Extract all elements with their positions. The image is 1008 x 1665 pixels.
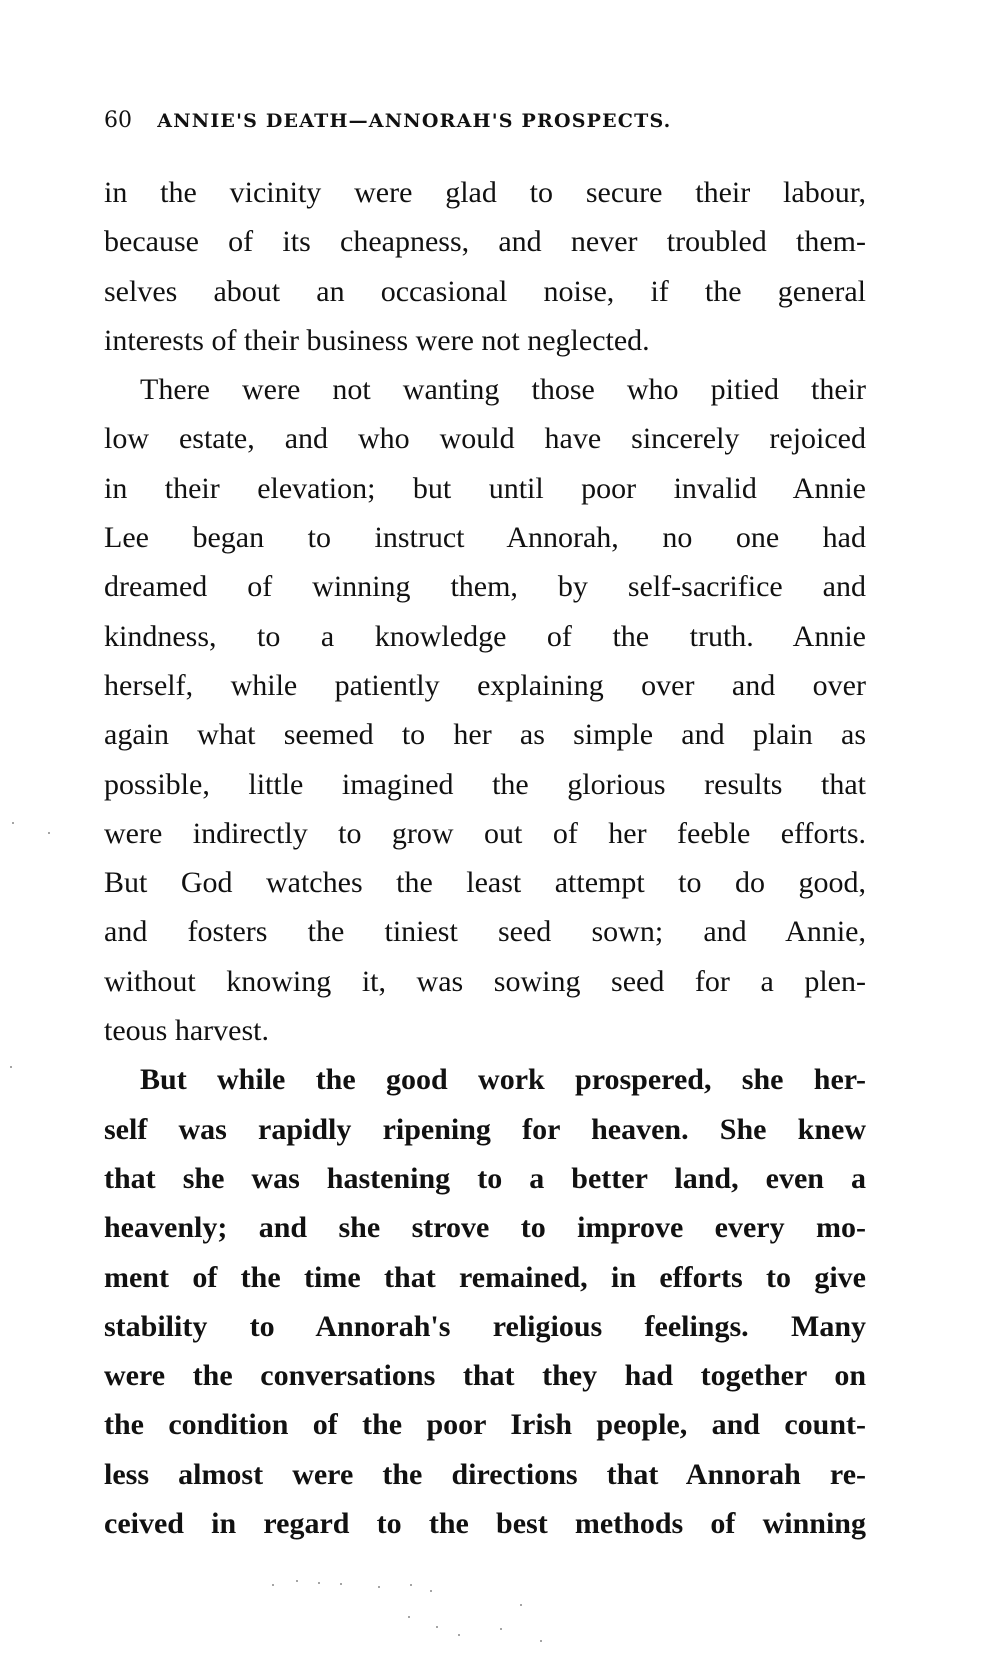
text-line: teous harvest. xyxy=(104,1014,269,1048)
running-head xyxy=(104,108,884,133)
scan-speck xyxy=(520,1604,522,1606)
scan-speck xyxy=(12,822,14,824)
scan-speck xyxy=(318,1582,320,1584)
text-line: selves about an occasional noise, if the general xyxy=(104,274,866,308)
text-line: were indirectly to grow out of her feeble efforts. xyxy=(104,816,866,850)
text-line: were the conversations that they had together on xyxy=(104,1359,866,1393)
scan-speck xyxy=(378,1586,380,1588)
scan-speck xyxy=(458,1634,460,1636)
text-line: stability to Annorah's religious feelings. Many xyxy=(104,1309,866,1343)
text-line: that she was hastening to a better land, even a xyxy=(104,1161,866,1195)
scan-speck xyxy=(410,1584,412,1586)
text-line: But while the good work prospered, she her- xyxy=(140,1063,866,1097)
text-line: in their elevation; but until poor invalid Annie xyxy=(104,471,866,505)
scan-speck xyxy=(340,1583,342,1585)
scan-speck xyxy=(540,1640,542,1642)
text-line: herself, while patiently explaining over and over xyxy=(104,668,866,702)
text-line: interests of their business were not neglected. xyxy=(104,323,650,357)
text-line: and fosters the tiniest seed sown; and Annie, xyxy=(104,915,866,949)
text-line: heavenly; and she strove to improve every mo- xyxy=(104,1211,866,1245)
text-line: in the vicinity were glad to secure their labour, xyxy=(104,176,866,209)
scan-speck xyxy=(430,1590,432,1592)
scan-speck xyxy=(272,1584,274,1586)
text-line: But God watches the least attempt to do good, xyxy=(104,866,866,900)
page-number: 60 xyxy=(104,108,132,133)
text-line: possible, little imagined the glorious results that xyxy=(104,767,866,801)
scan-speck xyxy=(296,1580,298,1582)
text-line: low estate, and who would have sincerely rejoiced xyxy=(104,422,866,456)
chapter-title: ANNIE'S DEATH—ANNORAH'S PROSPECTS. xyxy=(157,110,672,132)
text-line: kindness, to a knowledge of the truth. Annie xyxy=(104,619,866,653)
text-line: without knowing it, was sowing seed for a plen- xyxy=(104,964,866,998)
text-line: less almost were the directions that Annorah re- xyxy=(104,1457,866,1491)
scan-speck xyxy=(500,1628,502,1630)
scan-speck xyxy=(408,1616,410,1618)
text-line: again what seemed to her as simple and plain as xyxy=(104,718,866,752)
scan-speck xyxy=(48,832,50,834)
text-line: ceived in regard to the best methods of winning xyxy=(104,1507,866,1541)
text-line: because of its cheapness, and never troubled them- xyxy=(104,225,866,259)
text-line: the condition of the poor Irish people, and count- xyxy=(104,1408,866,1442)
scan-speck xyxy=(436,1626,438,1628)
text-line: ment of the time that remained, in efforts to give xyxy=(104,1260,866,1294)
scan-speck xyxy=(10,1066,12,1068)
text-line: Lee began to instruct Annorah, no one had xyxy=(104,521,866,555)
text-line: There were not wanting those who pitied their xyxy=(140,373,866,407)
text-line: dreamed of winning them, by self-sacrifice and xyxy=(104,570,866,604)
body-text xyxy=(104,168,866,1548)
text-line: self was rapidly ripening for heaven. She knew xyxy=(104,1112,866,1146)
